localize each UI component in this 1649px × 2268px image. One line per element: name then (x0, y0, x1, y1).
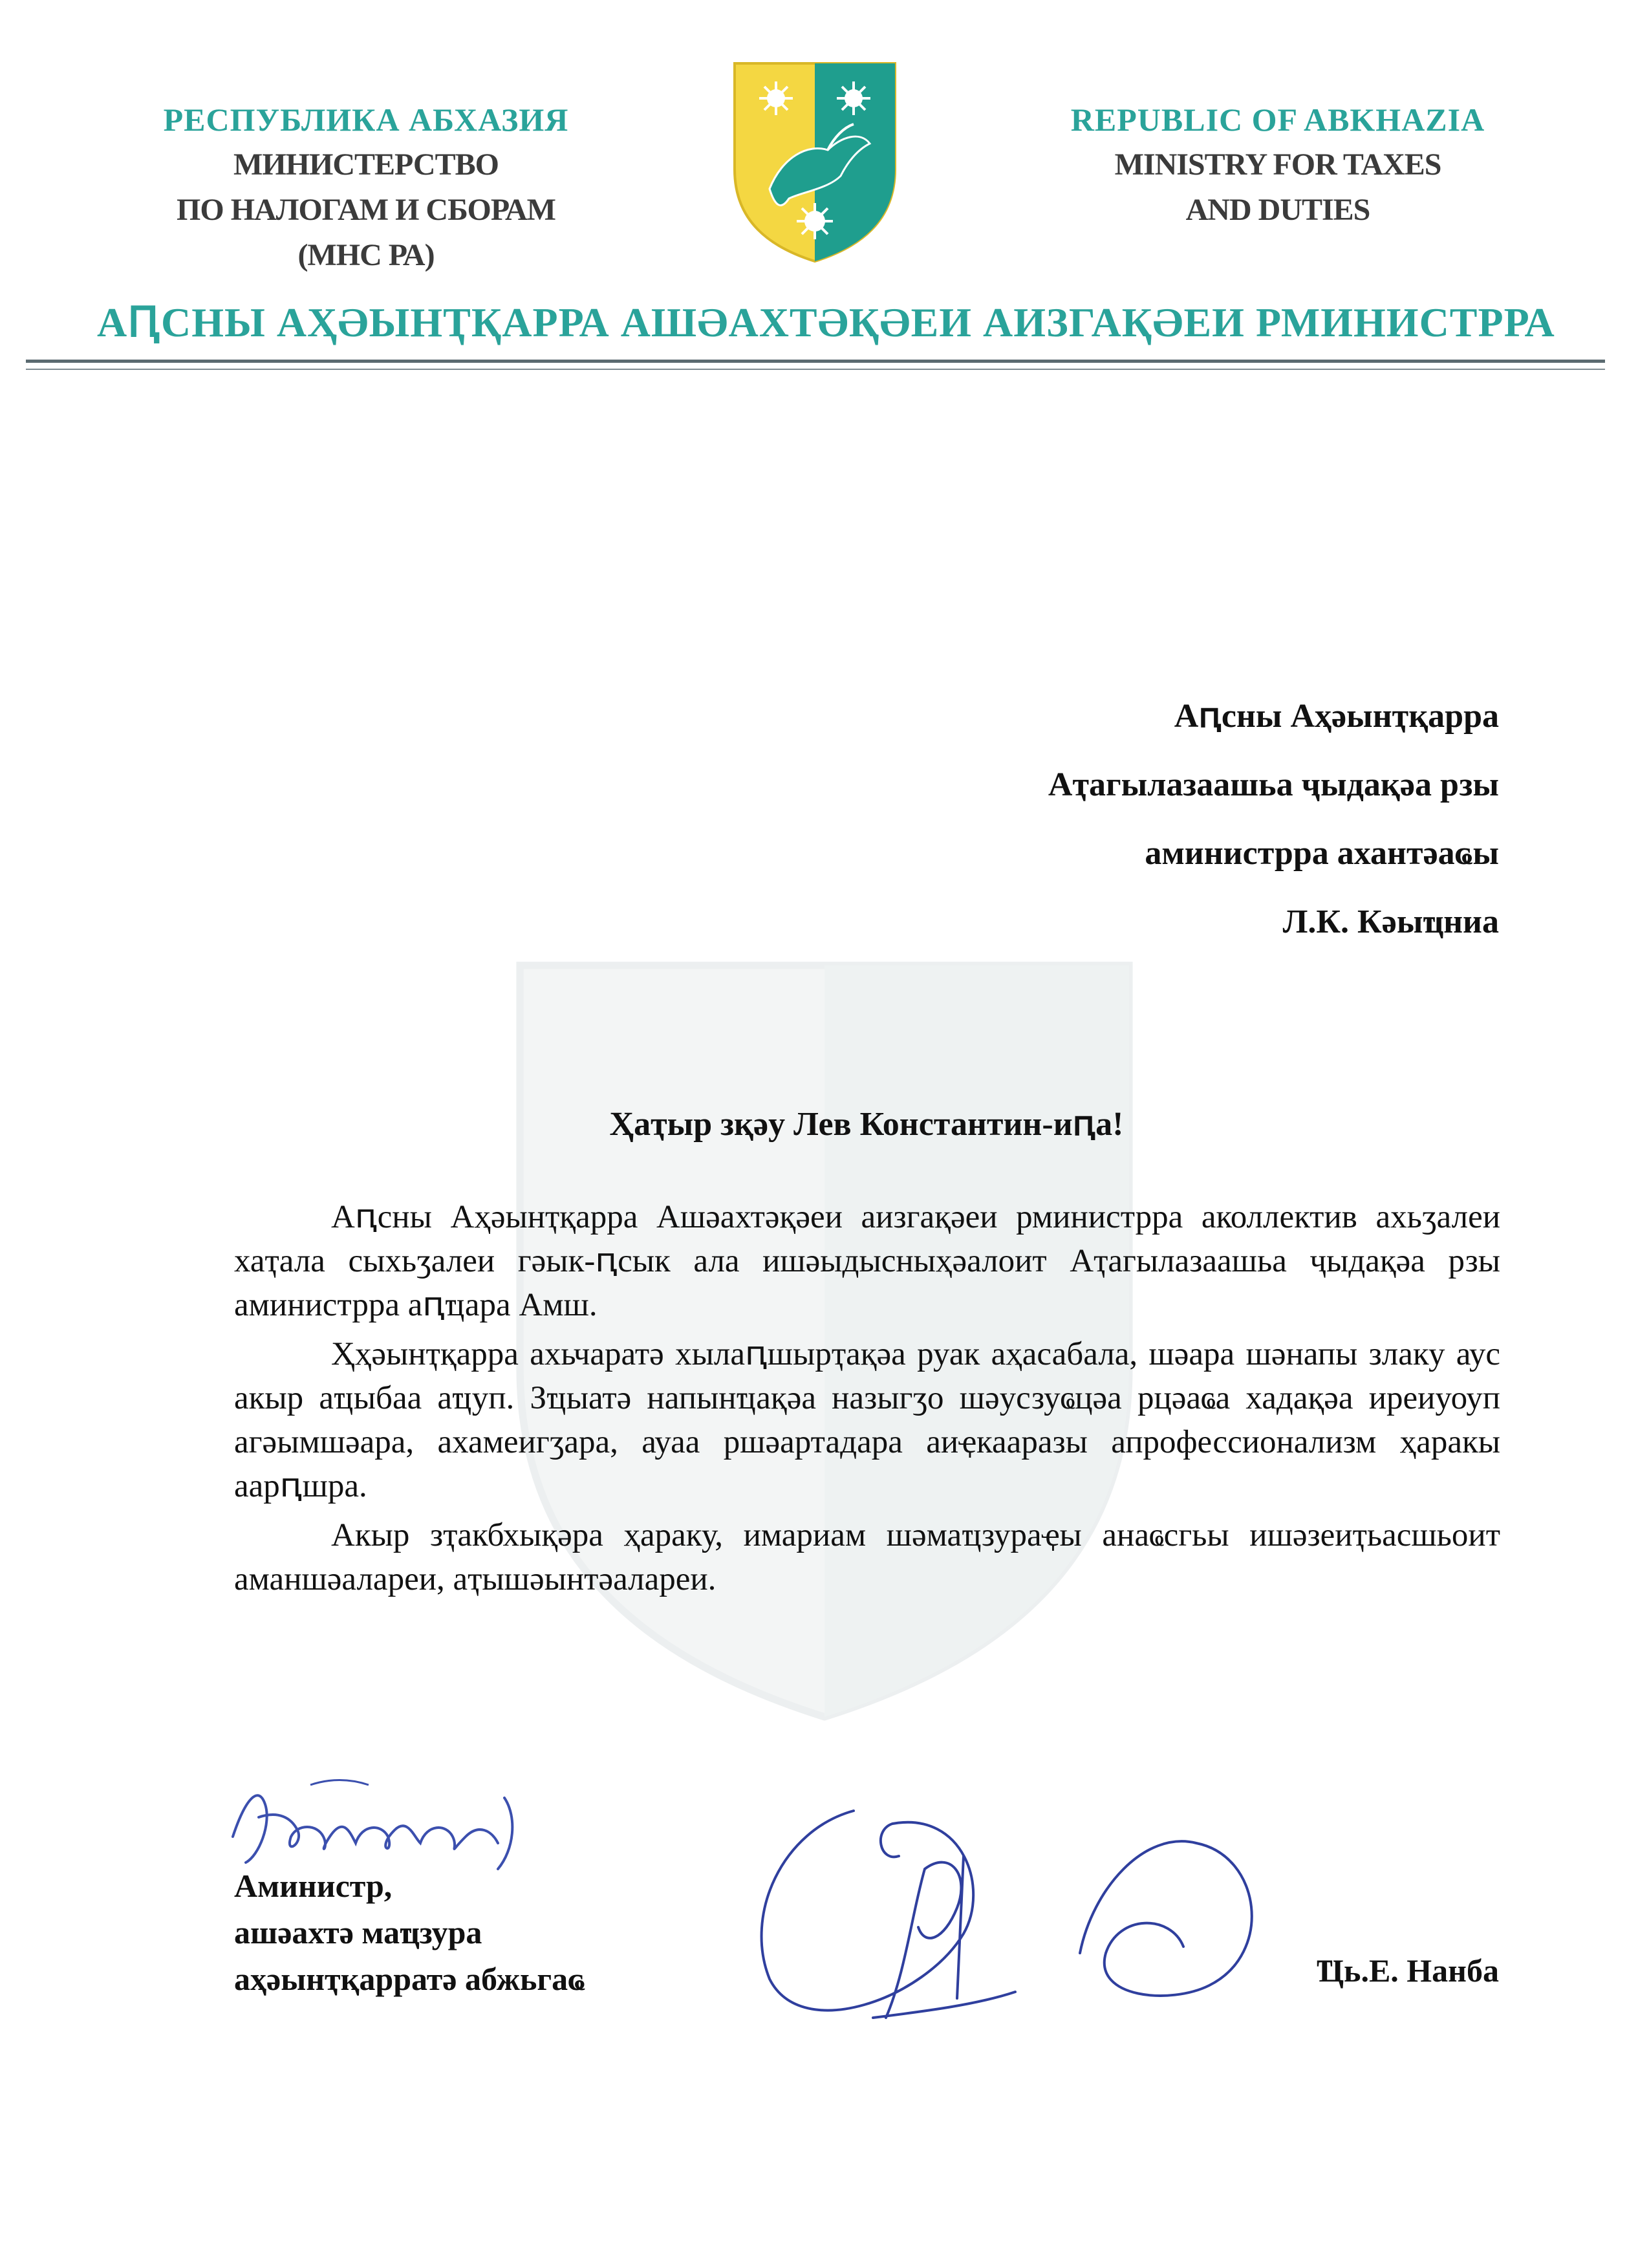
body-paragraph: Ҳҳәынҭқарра ахьчаратә хылаԥшырҭақәа руак аҳасабала, шәара шәнапы злаку аус акыр аҵыбаа аҵуп. Зҵыатә напынҵақәа назыгӡо шәусзуҩцәа рцәаҩа хадақәа иреиуоуп агәымшәара, ахамеигӡара, ауаа ршәартадара аиҿкааразы апрофессионализм ҳаракы аарԥшра. (234, 1336, 1500, 1504)
signatory-title-line: аҳәынҭқарратә абжьгаҩ (234, 1961, 585, 1997)
signatory-title-block (234, 1863, 751, 2002)
signatory-title-line: ашәахтә маҵзура (234, 1914, 482, 1950)
letterhead-left-country: РЕСПУБЛИКА АБХАЗИЯ (163, 102, 569, 138)
letterhead-right-ministry: MINISTRY FOR TAXES (1114, 147, 1441, 182)
signatory-title-line: Аминистр, (234, 1868, 393, 1904)
letterhead-left (140, 97, 592, 278)
letterhead-right-ministry-scope: AND DUTIES (1185, 193, 1370, 227)
salutation: Ҳаҭыр зқәу Лев Константин-иԥа! (609, 1106, 1124, 1143)
letterhead-banner: АԤСНЫ АҲӘЫНҬҚАРРА АШӘАХТӘҚӘЕИ АИЗГАҚӘЕИ РМИНИСТРРА (97, 299, 1555, 345)
addressee-block (776, 682, 1499, 956)
body-paragraph: Аԥсны Аҳәынҭқарра Ашәахтәқәеи аизгақәеи рминистрра аколлектив ахьӡалеи хаҭала сыхьӡалеи гәык-ԥсык ала ишәыдысныҳәалоит Аҭагылазаашьа ҷыдақәа рзы аминистрра аԥҵара Амш. (234, 1199, 1500, 1323)
letterhead-right (1051, 97, 1504, 233)
signatory-name: Ҵь.Е. Нанба (1315, 1952, 1499, 1989)
addressee-line: аминистрра ахантәаҩы (1145, 835, 1499, 872)
addressee-name: Л.К. Кәыҵниа (1282, 903, 1499, 940)
handwritten-signature-image (731, 1785, 1300, 2057)
addressee-line: Аԥсны Аҳәынҭқарра (1174, 698, 1499, 735)
letter-body (234, 1195, 1500, 1606)
letterhead-left-abbreviation: (МНС РА) (297, 238, 435, 272)
header-divider-thick (26, 360, 1605, 363)
addressee-line: Аҭагылазаашьа ҷыдақәа рзы (1048, 766, 1499, 803)
body-paragraph: Акыр зҭакбхықәра ҳараку, имариам шәмаҵзураҿы анаҩсгьы ишәзеиҭьасшьоит аманшәалареи, аҭышәынтәалареи. (234, 1517, 1500, 1597)
letterhead-left-ministry-scope: ПО НАЛОГАМ И СБОРАМ (177, 193, 555, 227)
coat-of-arms-emblem-icon (731, 59, 899, 264)
letterhead-right-country: REPUBLIC OF ABKHAZIA (1070, 102, 1485, 138)
header-divider-thin (26, 369, 1605, 370)
letterhead-left-ministry: МИНИСТЕРСТВО (233, 147, 499, 182)
